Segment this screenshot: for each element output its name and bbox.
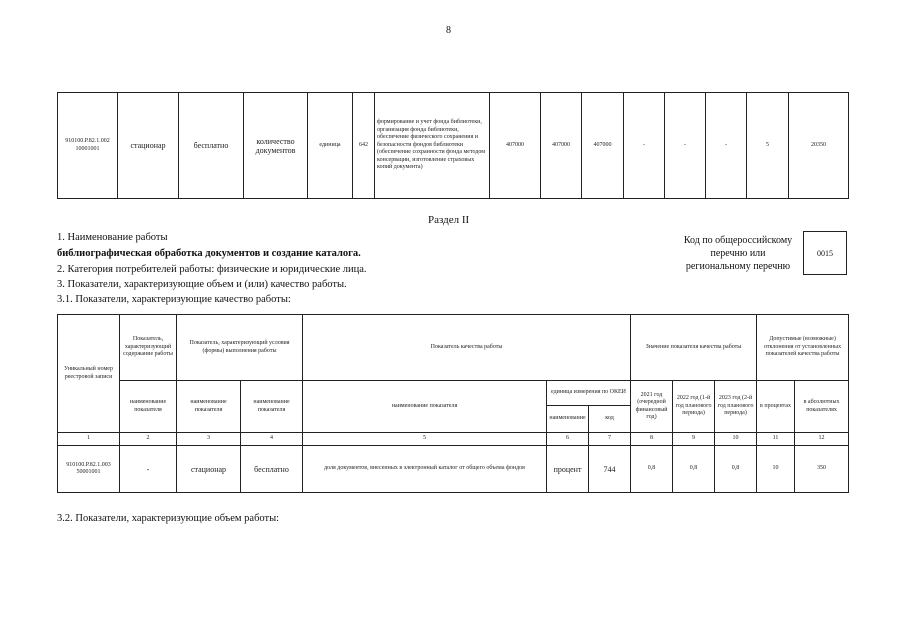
deviation-absolute: 20350 [789, 93, 849, 199]
column-number: 9 [673, 433, 715, 446]
work-name-label: 1. Наименование работы [57, 232, 168, 243]
condition-1: стационар [177, 446, 241, 493]
header-2021: 2021 год (очередной финансовый год) [631, 381, 673, 433]
record-number: 910100.Р.82.1.002 10001001 [58, 93, 118, 199]
consumer-category: 2. Категория потребителей работы: физические и юридические лица. [57, 264, 367, 275]
header-unit-code: код [589, 406, 631, 433]
unit-name: единица [308, 93, 353, 199]
header-unit: единица измерения по ОКЕИ [547, 381, 631, 406]
column-number: 6 [547, 433, 589, 446]
deviation-percent: 10 [757, 446, 795, 493]
quality-indicator: доля документов, внесенных в электронный каталог от общего объема фондов [303, 446, 547, 493]
dash-3: - [706, 93, 747, 199]
header-indicator-name: наименование показателя [241, 381, 303, 433]
quality-heading: 3.1. Показатели, характеризующие качество работы: [57, 294, 291, 305]
column-number: 1 [58, 433, 120, 446]
deviation-percent: 5 [747, 93, 789, 199]
header-deviation: Допустимые (возможные) отклонения от установленных показателей качества работы [757, 315, 849, 381]
column-number: 12 [795, 433, 849, 446]
header-unit-name: наименование [547, 406, 589, 433]
work-name-value: библиографическая обработка документов и создание каталога. [57, 248, 361, 259]
value-2023: 407000 [582, 93, 624, 199]
page-number: 8 [446, 25, 451, 36]
section-title: Раздел II [428, 214, 470, 226]
value-2021: 0,8 [631, 446, 673, 493]
unit-code: 642 [353, 93, 375, 199]
content-1: стационар [118, 93, 179, 199]
header-unique-number: Уникальный номер реестровой записи [58, 315, 120, 433]
header-percent: в процентах [757, 381, 795, 433]
dash-2: - [665, 93, 706, 199]
column-number: 4 [241, 433, 303, 446]
unit-name: процент [547, 446, 589, 493]
header-2023: 2023 год (2-й год планового периода) [715, 381, 757, 433]
top-volume-table [57, 92, 849, 199]
header-absolute: в абсолютных показателях [795, 381, 849, 433]
record-number: 910100.Р.82.1.003 50001001 [58, 446, 120, 493]
column-number: 2 [120, 433, 177, 446]
header-content: Показатель, характеризующий содержание работы [120, 315, 177, 381]
header-indicator-name: наименование показателя [303, 381, 547, 433]
condition: количество документов [244, 93, 308, 199]
value-2021: 407000 [490, 93, 541, 199]
header-values: Значение показателя качества работы [631, 315, 757, 381]
header-conditions: Показатель, характеризующий условия (формы) выполнения работы [177, 315, 303, 381]
volume-heading: 3.2. Показатели, характеризующие объем работы: [57, 513, 280, 524]
work-description: формирование и учет фонда библиотеки, организация фонда библиотеки, обеспечение физического сохранения и безопасности фондов библиотеки (обеспечение сохранности фонда методом консервации, изготовление страховых копий документа) [375, 93, 490, 199]
column-number: 8 [631, 433, 673, 446]
okved-code: 0015 [803, 231, 847, 275]
okved-label: Код по общероссийскому перечню или региональному перечню [683, 235, 793, 272]
column-number: 11 [757, 433, 795, 446]
header-indicator-name: наименование показателя [177, 381, 241, 433]
value-2022: 407000 [541, 93, 582, 199]
indicators-heading: 3. Показатели, характеризующие объем и (или) качество работы. [57, 279, 347, 290]
content-value: - [120, 446, 177, 493]
column-number: 10 [715, 433, 757, 446]
header-quality: Показатель качества работы [303, 315, 631, 381]
column-number: 5 [303, 433, 547, 446]
quality-table [57, 314, 849, 493]
content-2: бесплатно [179, 93, 244, 199]
value-2022: 0,8 [673, 446, 715, 493]
dash-1: - [624, 93, 665, 199]
deviation-absolute: 350 [795, 446, 849, 493]
value-2023: 0,8 [715, 446, 757, 493]
header-indicator-name: наименование показателя [120, 381, 177, 433]
column-number: 3 [177, 433, 241, 446]
column-number: 7 [589, 433, 631, 446]
header-2022: 2022 год (1-й год планового периода) [673, 381, 715, 433]
condition-2: бесплатно [241, 446, 303, 493]
unit-code: 744 [589, 446, 631, 493]
